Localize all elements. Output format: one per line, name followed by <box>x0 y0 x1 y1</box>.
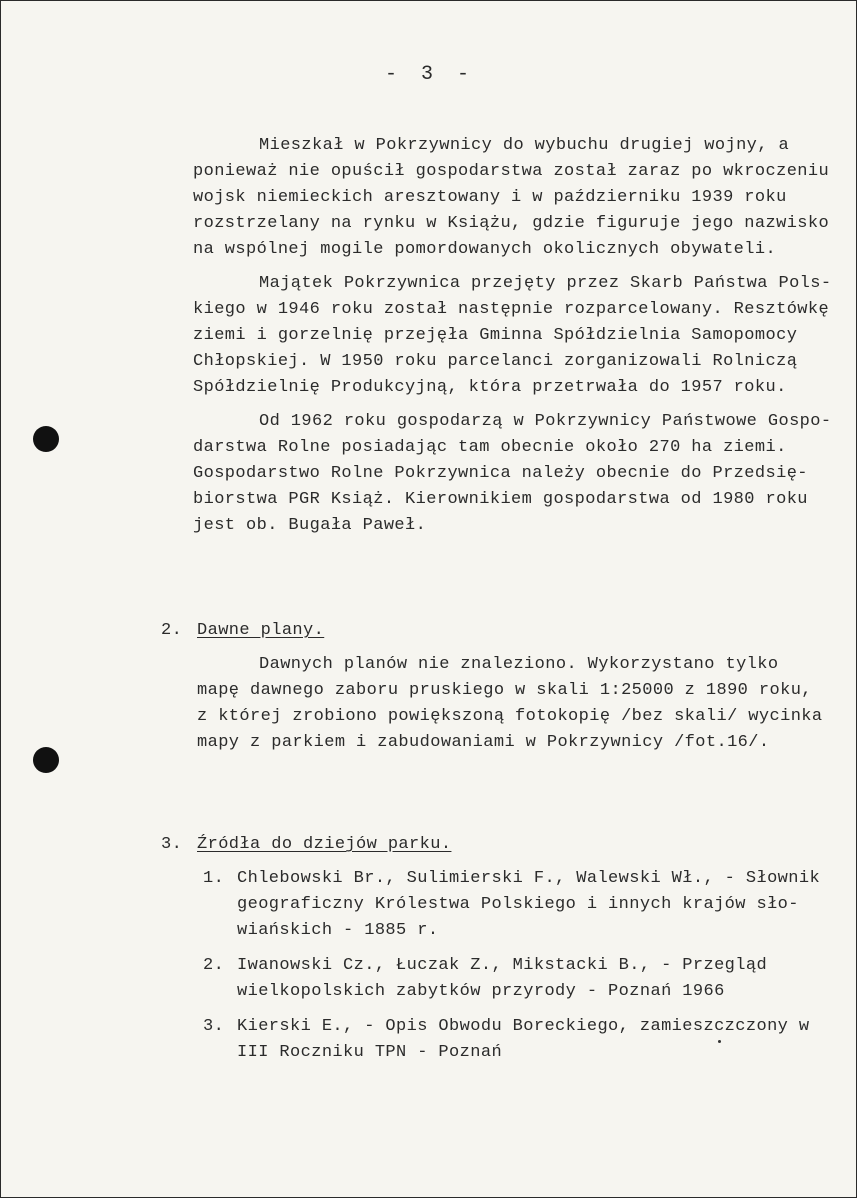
source-line: wielkopolskich zabytków przyrody - Poznań 1966 <box>237 982 725 1001</box>
section-number: 3. <box>161 835 183 854</box>
paragraph-line: Spółdzielnię Produkcyjną, która przetrwała do 1957 roku. <box>193 378 787 397</box>
paragraph-line: rozstrzelany na rynku w Książu, gdzie figuruje jego nazwisko <box>193 214 830 233</box>
paragraph-line: wojsk niemieckich aresztowany i w październiku 1939 roku <box>193 188 787 207</box>
paragraph-line: biorstwa PGR Książ. Kierownikiem gospodarstwa od 1980 roku <box>193 490 808 509</box>
paragraph-line: Mieszkał w Pokrzywnicy do wybuchu drugiej wojny, a <box>259 136 790 155</box>
paragraph-line: darstwa Rolne posiadając tam obecnie około 270 ha ziemi. <box>193 438 787 457</box>
binder-hole-bottom <box>33 747 59 773</box>
source-number: 3. <box>203 1017 225 1036</box>
paragraph-line: na wspólnej mogile pomordowanych okolicznych obywateli. <box>193 240 777 259</box>
section-line: Dawnych planów nie znaleziono. Wykorzystano tylko <box>259 655 779 674</box>
ink-speck <box>718 1040 721 1043</box>
paragraph-line: Gospodarstwo Rolne Pokrzywnica należy obecnie do Przedsię- <box>193 464 808 483</box>
paragraph-line: kiego w 1946 roku został następnie rozparcelowany. Resztówkę <box>193 300 830 319</box>
source-line: III Roczniku TPN - Poznań <box>237 1043 503 1062</box>
section-heading: Dawne plany. <box>197 621 325 640</box>
section-line: mapy z parkiem i zabudowaniami w Pokrzywnicy /fot.16/. <box>197 733 770 752</box>
paragraph-line: jest ob. Bugała Paweł. <box>193 516 427 535</box>
source-number: 1. <box>203 869 225 888</box>
source-number: 2. <box>203 956 225 975</box>
paragraph-line: Chłopskiej. W 1950 roku parcelanci zorganizowali Rolniczą <box>193 352 798 371</box>
paragraph-line: ponieważ nie opuścił gospodarstwa został zaraz po wkroczeniu <box>193 162 830 181</box>
section-heading: Źródła do dziejów parku. <box>197 835 452 854</box>
source-line: Chlebowski Br., Sulimierski F., Walewski Wł., - Słownik <box>237 869 821 888</box>
binder-hole-top <box>33 426 59 452</box>
source-line: Iwanowski Cz., Łuczak Z., Mikstacki B., - Przegląd <box>237 956 768 975</box>
paragraph-line: Od 1962 roku gospodarzą w Pokrzywnicy Państwowe Gospo- <box>259 412 832 431</box>
source-line: geograficzny Królestwa Polskiego i innych krajów sło- <box>237 895 799 914</box>
section-line: z której zrobiono powiększoną fotokopię /bez skali/ wycinka <box>197 707 823 726</box>
paragraph-line: Majątek Pokrzywnica przejęty przez Skarb Państwa Pols- <box>259 274 832 293</box>
source-line: wiańskich - 1885 r. <box>237 921 439 940</box>
paragraph-line: ziemi i gorzelnię przejęła Gminna Spółdzielnia Samopomocy <box>193 326 798 345</box>
section-number: 2. <box>161 621 183 640</box>
section-line: mapę dawnego zaboru pruskiego w skali 1:25000 z 1890 roku, <box>197 681 812 700</box>
source-line: Kierski E., - Opis Obwodu Boreckiego, zamieszczczony w <box>237 1017 810 1036</box>
page-number: - 3 - <box>385 63 476 86</box>
